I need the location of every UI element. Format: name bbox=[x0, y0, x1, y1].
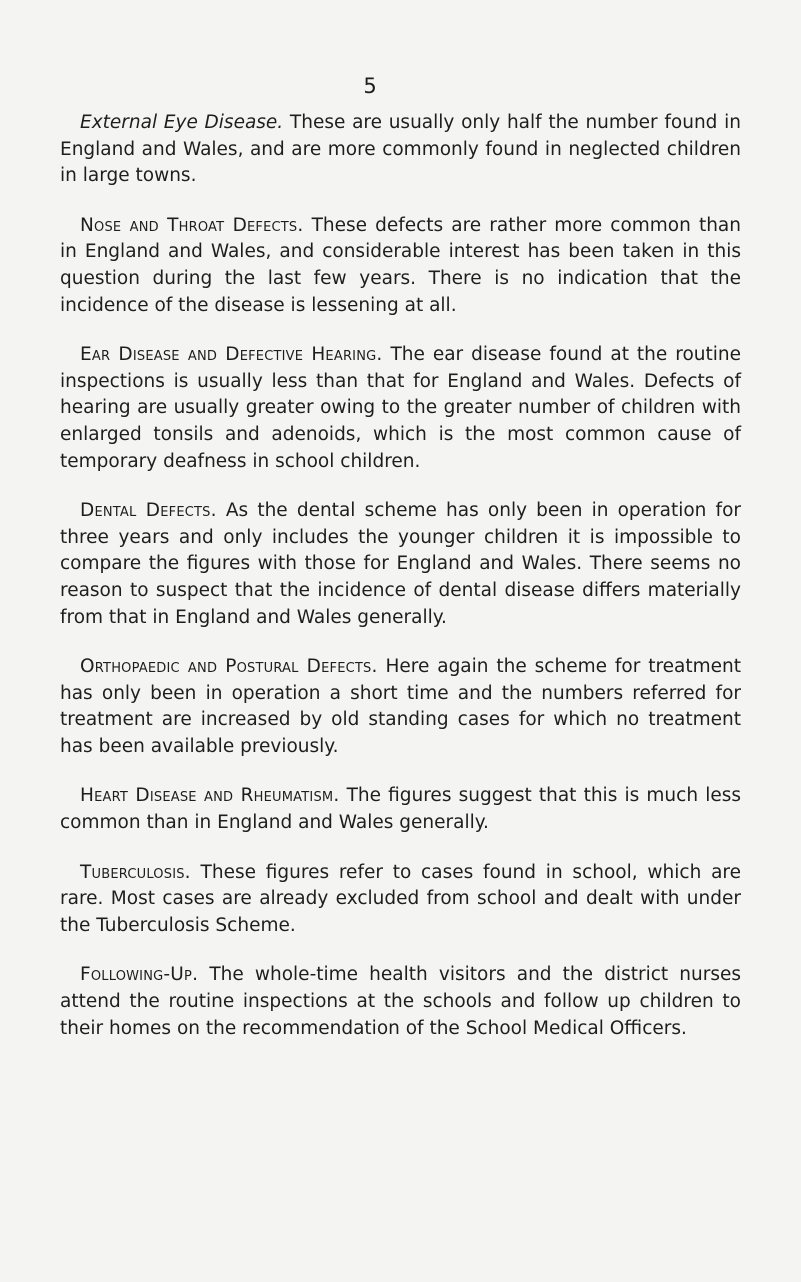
page-number: 5 bbox=[363, 74, 377, 98]
section-text: Here again the scheme for treatment has only been in operation a short time and the numbers referred for treatment are increased by old standing cases for which no treatment has been available previously. bbox=[60, 656, 741, 757]
section-heading: Orthopaedic and Postural Defects. bbox=[80, 656, 378, 678]
section-text: These defects are rather more common than in England and Wales, and considerable interest has been taken in this question during the last few years. There is no indication that the incidence of the disease is lessening at all. bbox=[60, 214, 741, 316]
paragraph-ear-disease-and-defective-hearing bbox=[60, 342, 741, 475]
section-text: These are usually only half the number found in England and Wales, and are more commonly found in neglected children in large towns. bbox=[60, 112, 741, 187]
paragraph-external-eye-disease bbox=[60, 110, 741, 190]
section-text: These figures refer to cases found in school, which are rare. Most cases are already excluded from school and dealt with under the Tuberculosis Scheme. bbox=[60, 861, 741, 936]
paragraph-heart-disease-and-rheumatism bbox=[60, 783, 741, 836]
paragraph-tuberculosis bbox=[60, 860, 741, 940]
section-text: The whole-time health visitors and the district nurses attend the routine inspections at the schools and follow up children to their homes on the recommendation of the School Medical Officers. bbox=[60, 964, 741, 1039]
section-heading: Ear Disease and Defective Hearing. bbox=[80, 344, 383, 366]
paragraph-dental-defects bbox=[60, 498, 741, 631]
section-heading: Dental Defects. bbox=[80, 500, 217, 522]
section-heading: Following-Up. bbox=[80, 964, 199, 986]
paragraph-nose-and-throat-defects bbox=[60, 213, 741, 319]
paragraph-following-up bbox=[60, 962, 741, 1042]
section-text: The figures suggest that this is much less common than in England and Wales generally. bbox=[60, 785, 741, 834]
section-heading: Nose and Throat Defects. bbox=[80, 214, 304, 236]
section-text: As the dental scheme has only been in operation for three years and only includes the younger children it is impossible to compare the figures with those for England and Wales. There seems no reason to suspect that the incidence of dental disease differs materially from that in England and Wales generally. bbox=[60, 500, 741, 628]
document-body bbox=[60, 110, 741, 1065]
section-heading: Heart Disease and Rheumatism. bbox=[80, 785, 340, 807]
section-text: The ear disease found at the routine inspections is usually less than that for England and Wales. Defects of hearing are usually greater owing to the greater number of children with enlarged tonsils and adenoids, which is the most common cause of temporary deafness in school children. bbox=[60, 344, 741, 472]
section-heading: External Eye Disease. bbox=[80, 112, 284, 133]
section-heading: Tuberculosis. bbox=[80, 861, 191, 883]
paragraph-orthopaedic-and-postural-defects bbox=[60, 654, 741, 760]
